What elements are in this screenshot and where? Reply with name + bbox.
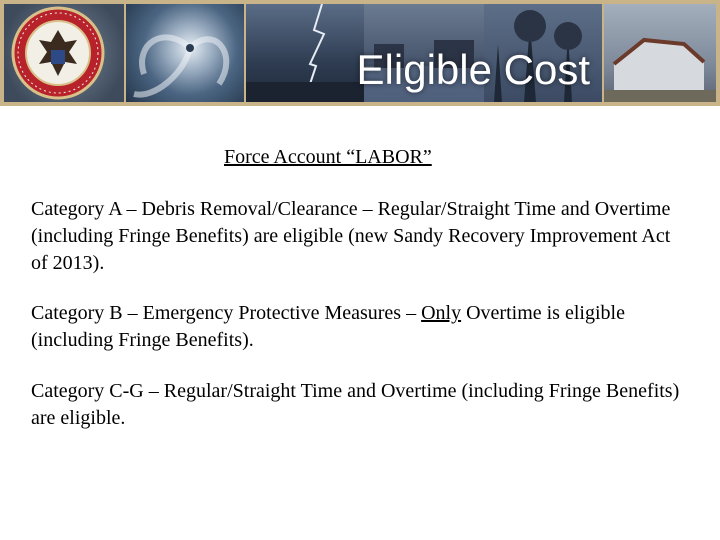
slide-title: Eligible Cost <box>356 46 590 93</box>
category-b-text-after: Overtime is eligible (including Fringe Benefits). <box>31 302 625 351</box>
section-heading: Force Account “LABOR” <box>224 146 432 168</box>
agency-seal-icon <box>11 6 105 100</box>
category-cg-paragraph <box>31 378 691 432</box>
hurricane-photo <box>124 4 244 102</box>
lightning-storm-photo <box>244 4 364 102</box>
category-a-label: Category A <box>31 198 122 220</box>
panel-divider <box>124 4 126 102</box>
only-emphasis: Only <box>421 302 462 324</box>
damaged-house-photo <box>604 4 716 102</box>
agency-seal-panel <box>4 4 124 102</box>
category-b-label: Category B <box>31 302 123 324</box>
category-cg-text: – Regular/Straight Time and Overtime (including Fringe Benefits) are eligible. <box>31 380 680 429</box>
panel-divider <box>244 4 246 102</box>
category-a-paragraph <box>31 196 691 277</box>
category-cg-label: Category C-G <box>31 380 144 402</box>
header-banner <box>0 0 720 106</box>
category-a-text: – Debris Removal/Clearance – Regular/Straight Time and Overtime (including Fringe Benefits) are eligible (new Sandy Recovery Improvement Act of 2013). <box>31 198 671 274</box>
category-b-text-before: – Emergency Protective Measures – <box>122 302 422 324</box>
category-b-paragraph <box>31 300 691 354</box>
panel-divider <box>602 4 604 102</box>
